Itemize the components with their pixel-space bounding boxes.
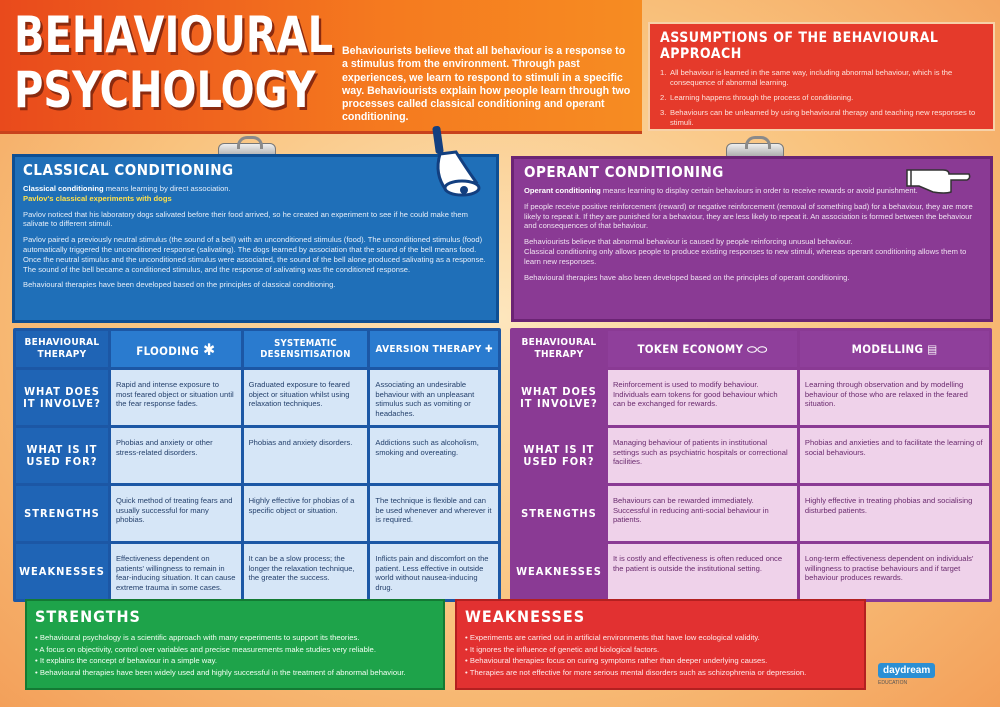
table-row bbox=[16, 544, 498, 599]
medicine-icon: ✚ bbox=[485, 343, 493, 355]
pointing-hand-icon bbox=[905, 160, 973, 196]
table-cell: Rapid and intense exposure to most feared object or situation until the fear response fades. bbox=[111, 370, 241, 425]
table-cell: Highly effective for phobias of a specific object or situation. bbox=[244, 486, 368, 541]
table-row bbox=[16, 370, 498, 425]
table-corner: BEHAVIOURAL THERAPY bbox=[513, 331, 605, 367]
col-modelling: MODELLING ▤ bbox=[800, 331, 989, 367]
classical-paragraph-2: Pavlov paired a previously neutral stimulus (the sound of a bell) with an unconditioned stimulus (food). The unconditioned stimulus (food) automatically triggered the unconditioned response (salivating). The dogs learned by association that the sound of the bell means food. Once the neutral stimulus and the unconditioned stimulus were associated, the sound of the bell alone produced salivating as a response. The sound of the bell became a conditioned stimulus, and the response of salivating was the conditioned response. bbox=[23, 235, 486, 274]
row-header: WHAT DOES IT INVOLVE? bbox=[513, 370, 605, 425]
row-header: WEAKNESSES bbox=[16, 544, 108, 599]
table-row bbox=[16, 428, 498, 483]
classical-definition: Classical conditioning means learning by direct association. Pavlov's classical experiments with dogs bbox=[23, 184, 231, 203]
list-item: 2. Learning happens through the process of conditioning. bbox=[660, 93, 854, 102]
classical-subheading: Pavlov's classical experiments with dogs bbox=[23, 193, 172, 203]
spider-icon: ✱ bbox=[202, 339, 216, 359]
operant-paragraph-2: Behaviourists believe that abnormal behaviour is caused by people reinforcing unusual behaviour. Classical conditioning only allows people to produce existing responses to new stimuli, whereas operant conditioning allows them to learn new responses. bbox=[524, 237, 967, 266]
list-item: • It explains the concept of behaviour in a simple way. bbox=[35, 655, 435, 667]
strengths-list bbox=[35, 632, 435, 678]
table-cell: Phobias and anxiety or other stress-related disorders. bbox=[111, 428, 241, 483]
table-cell: The technique is flexible and can be used whenever and wherever it is required. bbox=[370, 486, 498, 541]
table-cell: Phobias and anxieties and to facilitate the learning of social behaviours. bbox=[800, 428, 989, 483]
table-row bbox=[513, 544, 989, 599]
table-cell: Highly effective in treating phobias and socialising disturbed patients. bbox=[800, 486, 989, 541]
table-row bbox=[513, 428, 989, 483]
table-cell: It is costly and effectiveness is often reduced once the patient is outside the institutional setting. bbox=[608, 544, 797, 599]
operant-paragraph-3: Behavioural therapies have also been developed based on the principles of operant conditioning. bbox=[524, 272, 850, 282]
operant-definition: Operant conditioning means learning to display certain behaviours in order to receive rewards or avoid punishment. bbox=[524, 186, 918, 195]
list-item: 3. Behaviours can be unlearned by using behavioural therapy and teaching new responses to stimuli. bbox=[660, 108, 976, 127]
table-cell: Reinforcement is used to modify behaviour. Individuals earn tokens for good behaviour which can be exchanged for rewards. bbox=[608, 370, 797, 425]
table-cell: Associating an undesirable behaviour with an unpleasant stimulus such as vomiting or headaches. bbox=[370, 370, 498, 425]
table-row bbox=[513, 486, 989, 541]
title-line-2: PSYCHOLOGY bbox=[14, 61, 316, 119]
assumptions-heading: ASSUMPTIONS OF THE BEHAVIOURAL APPROACH bbox=[660, 30, 939, 62]
weaknesses-box bbox=[455, 599, 866, 690]
list-item: • It ignores the influence of genetic and biological factors. bbox=[465, 644, 856, 656]
list-item: • Therapies are not effective for more serious mental disorders such as schizophrenia or depression. bbox=[465, 667, 856, 679]
row-header: WHAT IS IT USED FOR? bbox=[513, 428, 605, 483]
table-cell: Learning through observation and by modelling behaviour of those who are relaxed in the feared situation. bbox=[800, 370, 989, 425]
row-header: WHAT DOES IT INVOLVE? bbox=[16, 370, 108, 425]
table-cell: Phobias and anxiety disorders. bbox=[244, 428, 368, 483]
table-cell: Graduated exposure to feared object or situation whilst using relaxation techniques. bbox=[244, 370, 368, 425]
therapy-table-right bbox=[510, 328, 992, 602]
table-row bbox=[16, 486, 498, 541]
list-item: 1. All behaviour is learned in the same way, including abnormal behaviour, which is the consequence of abnormal learning. bbox=[660, 68, 953, 87]
table-cell: Behaviours can be rewarded immediately. Successful in reducing anti-social behaviour in patients. bbox=[608, 486, 797, 541]
col-token-economy: TOKEN ECONOMY ⬭⬭ bbox=[608, 331, 797, 367]
logo-tagline: EDUCATION bbox=[878, 680, 908, 686]
row-header: WEAKNESSES bbox=[513, 544, 605, 599]
table-cell: Addictions such as alcoholism, smoking and overeating. bbox=[370, 428, 498, 483]
table-cell: Effectiveness dependent on patients' willingness to remain in fear-inducing situation. It can cause extreme trauma in some cases. bbox=[111, 544, 241, 599]
bell-icon bbox=[426, 124, 486, 202]
col-aversion-therapy: AVERSION THERAPY ✚ bbox=[370, 331, 498, 367]
table-cell: Inflicts pain and discomfort on the patient. Less effective in outside world without nausea-inducing drug. bbox=[370, 544, 498, 599]
row-header: WHAT IS IT USED FOR? bbox=[16, 428, 108, 483]
list-item: • A focus on objectivity, control over variables and precise measurements make studies very reliable. bbox=[35, 644, 435, 656]
table-corner: BEHAVIOURAL THERAPY bbox=[16, 331, 108, 367]
table-cell: Managing behaviour of patients in institutional settings such as psychiatric hospitals or correctional facilities. bbox=[608, 428, 797, 483]
title-line-1: BEHAVIOURAL bbox=[14, 6, 334, 64]
therapy-table-left bbox=[13, 328, 501, 602]
classical-paragraph-3: Behavioural therapies have been developed based on the principles of classical conditioning. bbox=[23, 280, 336, 290]
weaknesses-list bbox=[465, 632, 856, 678]
list-item: • Experiments are carried out in artificial environments that have low ecological validity. bbox=[465, 632, 856, 644]
list-item: • Behavioural psychology is a scientific approach with many experiments to support its theories. bbox=[35, 632, 435, 644]
row-header: STRENGTHS bbox=[16, 486, 108, 541]
tokens-icon: ⬭⬭ bbox=[747, 341, 768, 356]
assumptions-list bbox=[660, 68, 983, 128]
row-header: STRENGTHS bbox=[513, 486, 605, 541]
classical-paragraph-1: Pavlov noticed that his laboratory dogs salivated before their food arrived, so he created an experiment to see if he could make them salivate to different stimuli. bbox=[23, 209, 468, 229]
weaknesses-heading: WEAKNESSES bbox=[465, 607, 586, 626]
classical-heading: CLASSICAL CONDITIONING bbox=[23, 161, 234, 179]
strengths-box bbox=[25, 599, 445, 690]
table-cell: It can be a slow process; the longer the relaxation technique, the greater the success. bbox=[244, 544, 368, 599]
publisher-logo bbox=[878, 660, 978, 690]
col-systematic-desensitisation: SYSTEMATIC DESENSITISATION bbox=[244, 331, 368, 367]
table-cell: Long-term effectiveness dependent on individuals' willingness to practise behaviours and if target behaviour produces rewards. bbox=[800, 544, 989, 599]
operant-paragraph-1: If people receive positive reinforcement (reward) or negative reinforcement (removal of something bad) for a behaviour, they are more likely to repeat it. If they are punished for a behaviour, they are less likely to repeat it. An association is formed between the behaviour and consequences of that behaviour. bbox=[524, 201, 973, 231]
intro-text: Behaviourists believe that all behaviour is a response to a stimulus from the environment. Through past experiences, we learn to respond to stimuli in a specific way. Behaviourists explain how people learn through two processes called classical conditioning and operant conditioning. bbox=[342, 45, 631, 124]
table-cell: Quick method of treating fears and usually successful for many phobias. bbox=[111, 486, 241, 541]
operant-heading: OPERANT CONDITIONING bbox=[524, 163, 724, 181]
list-item: • Behavioural therapies focus on curing symptoms rather than deeper underlying causes. bbox=[465, 655, 856, 667]
col-flooding: FLOODING ✱ bbox=[111, 331, 241, 367]
strengths-heading: STRENGTHS bbox=[35, 607, 141, 626]
table-row bbox=[513, 370, 989, 425]
page-title bbox=[14, 6, 334, 119]
list-item: • Behavioural therapies have been widely used and highly successful in the treatment of abnormal behaviour. bbox=[35, 667, 435, 679]
logo-name: daydream bbox=[878, 663, 935, 678]
assumptions-box bbox=[648, 22, 995, 131]
clipboard-icon: ▤ bbox=[927, 342, 938, 356]
